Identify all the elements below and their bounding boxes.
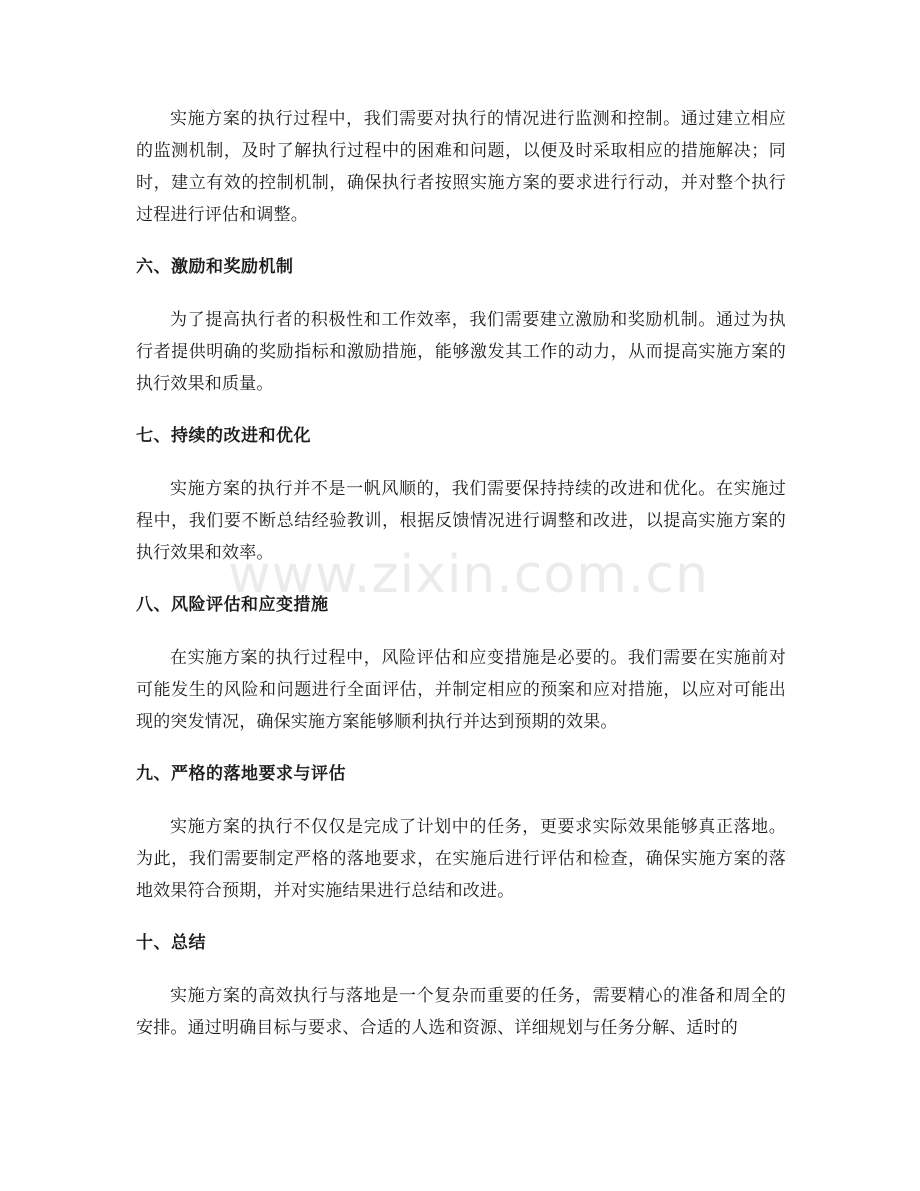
heading-landing: 九、严格的落地要求与评估 (136, 764, 346, 784)
document-body (136, 103, 786, 1044)
paragraph-improvement: 实施方案的执行并不是一帆风顺的，我们需要保持持续的改进和优化。在实施过程中，我们要不断总结经验教训，根据反馈情况进行调整和改进，以提高实施方案的执行效果和效率。 (136, 479, 786, 563)
paragraph-incentives: 为了提高执行者的积极性和工作效率，我们需要建立激励和奖励机制。通过为执行者提供明确的奖励指标和激励措施，能够激发其工作的动力，从而提高实施方案的执行效果和质量。 (136, 310, 786, 394)
paragraph-monitoring: 实施方案的执行过程中，我们需要对执行的情况进行监测和控制。通过建立相应的监测机制，及时了解执行过程中的困难和问题，以便及时采取相应的措施解决；同时，建立有效的控制机制，确保执行者按照实施方案的要求进行行动，并对整个执行过程进行评估和调整。 (136, 109, 786, 225)
watermark: www.zixin.com.cn (228, 545, 709, 605)
heading-risk: 八、风险评估和应变措施 (136, 595, 329, 615)
paragraph-landing: 实施方案的执行不仅仅是完成了计划中的任务，更要求实际效果能够真正落地。为此，我们需要制定严格的落地要求，在实施后进行评估和检查，确保实施方案的落地效果符合预期，并对实施结果进行总结和改进。 (136, 817, 786, 901)
heading-summary: 十、总结 (136, 933, 206, 953)
heading-incentives: 六、激励和奖励机制 (136, 257, 294, 277)
paragraph-summary: 实施方案的高效执行与落地是一个复杂而重要的任务，需要精心的准备和周全的安排。通过明确目标与要求、合适的人选和资源、详细规划与任务分解、适时的 (136, 986, 786, 1038)
paragraph-risk: 在实施方案的执行过程中，风险评估和应变措施是必要的。我们需要在实施前对可能发生的风险和问题进行全面评估，并制定相应的预案和应对措施，以应对可能出现的突发情况，确保实施方案能够顺利执行并达到预期的效果。 (136, 648, 786, 732)
heading-improvement: 七、持续的改进和优化 (136, 426, 311, 446)
